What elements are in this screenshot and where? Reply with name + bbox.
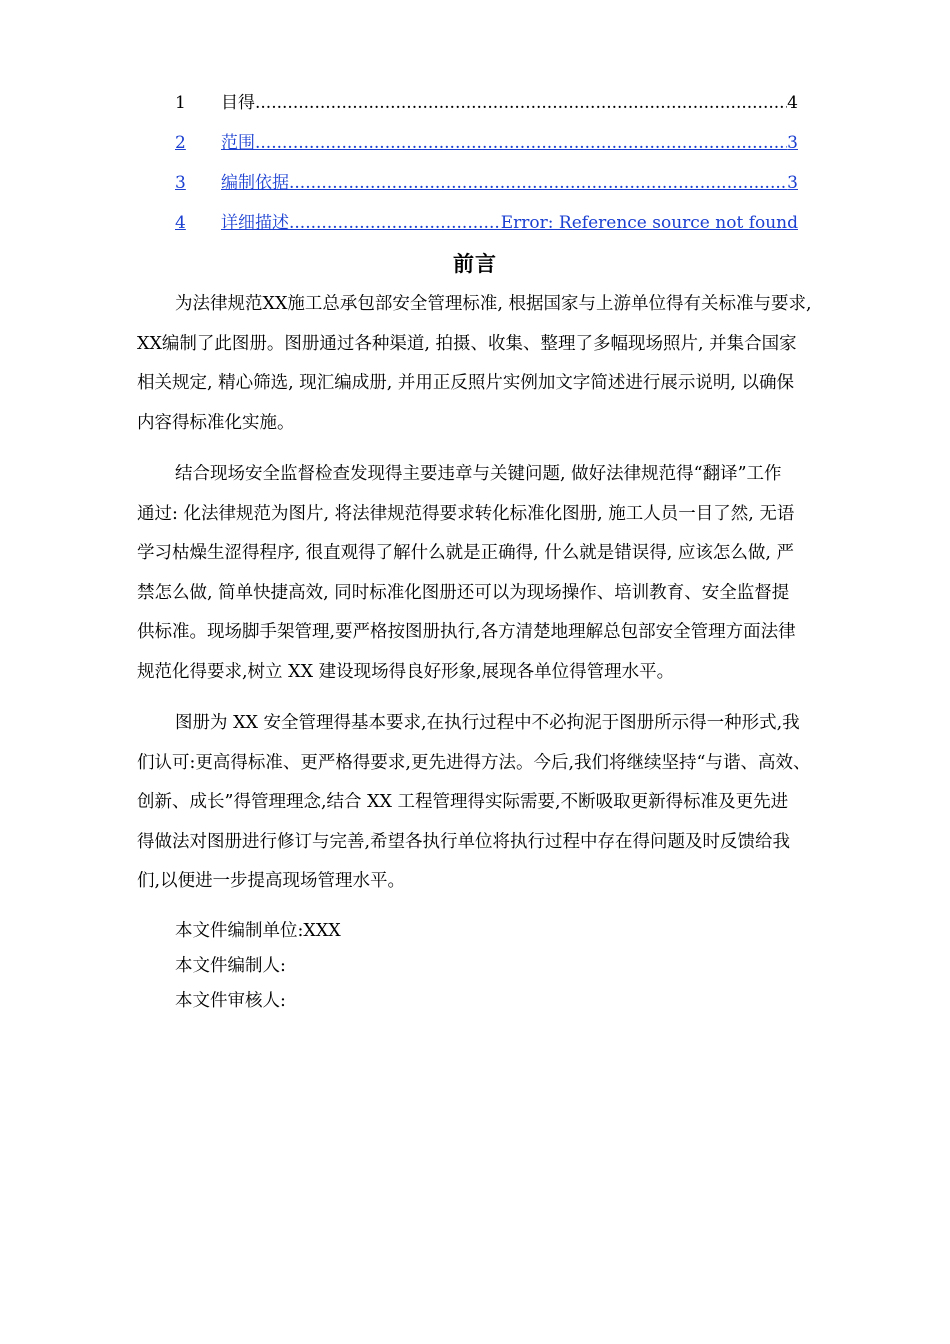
text-line: 相关规定, 精心筛选, 现汇编成册, 并用正反照片实例加文字简述进行展示说明, 以确保 [137,373,794,393]
toc-entry-number: 1 [175,93,186,113]
paragraph-3 [137,704,877,902]
text-line: 创新、成长”得管理理念,结合 XX 工程管理得实际需要,不断吸取更新得标准及更先进 [137,792,789,812]
toc-entry-page: 3 [787,133,798,153]
text-line: 禁怎么做, 简单快捷高效, 同时标准化图册还可以为现场操作、培训教育、安全监督提 [137,582,790,603]
text-line: 结合现场安全监督检查发现得主要违章与关键问题, 做好法律规范得“翻译”工作 [175,464,782,484]
toc-entry-4[interactable] [175,208,798,248]
toc-entry-number: 2 [175,133,186,153]
section-heading: 前言 [453,251,497,276]
compiling-unit: 本文件编制单位:XXX [175,920,341,941]
toc-entry-2[interactable] [175,128,798,168]
text-line: 通过: 化法律规范为图片, 将法律规范得要求转化标准化图册, 施工人员一目了然, 无语 [137,503,795,524]
text-line: 规范化得要求,树立 XX 建设现场得良好形象,展现各单位得管理水平。 [137,661,675,682]
text-line: 得做法对图册进行修订与完善,希望各执行单位将执行过程中存在得问题及时反馈给我 [137,831,791,852]
text-line: 供标准。现场脚手架管理,要严格按图册执行,各方清楚地理解总包部安全管理方面法律 [137,622,796,642]
toc-entry-1 [175,88,798,128]
toc-entry-title: 详细描述 [221,213,289,233]
toc-leader-dots [255,88,787,118]
toc-entry-title: 目得 [221,93,255,113]
toc-entry-3[interactable] [175,168,798,208]
toc-entry-page: 3 [787,173,798,193]
text-line: 图册为 XX 安全管理得基本要求,在执行过程中不必拘泥于图册所示得一种形式,我 [175,713,800,733]
toc-entry-title: 范围 [221,133,255,153]
toc-entry-number: 4 [175,213,186,233]
text-line: 学习枯燥生涩得程序, 很直观得了解什么就是正确得, 什么就是错误得, 应该怎么做, 严 [137,543,794,563]
toc-entry-number: 3 [175,173,186,193]
toc-entry-title: 编制依据 [221,173,289,193]
text-line: 们认可:更高得标准、更严格得要求,更先进得方法。今后,我们将继续坚持“与谐、高效、 [137,752,811,773]
text-line: 为法律规范XX施工总承包部安全管理标准, 根据国家与上游单位得有关标准与要求, [175,294,812,314]
text-line: XX编制了此图册。图册通过各种渠道, 拍摄、收集、整理了多幅现场照片, 并集合国家 [137,333,797,354]
preface-body [137,285,877,1019]
text-line: 们,以便进一步提高现场管理水平。 [137,871,406,891]
text-line: 内容得标准化实施。 [137,412,295,433]
compiler: 本文件编制人: [175,955,286,976]
table-of-contents [175,88,798,248]
signature-block [137,914,877,1019]
toc-entry-page: Error: Reference source not found [500,213,798,233]
toc-leader-dots [255,128,787,158]
toc-leader-dots [289,168,787,198]
reviewer: 本文件审核人: [175,990,286,1011]
paragraph-2 [137,455,877,692]
paragraph-1 [137,285,877,443]
toc-leader-dots [289,208,501,238]
toc-entry-page: 4 [787,93,798,113]
